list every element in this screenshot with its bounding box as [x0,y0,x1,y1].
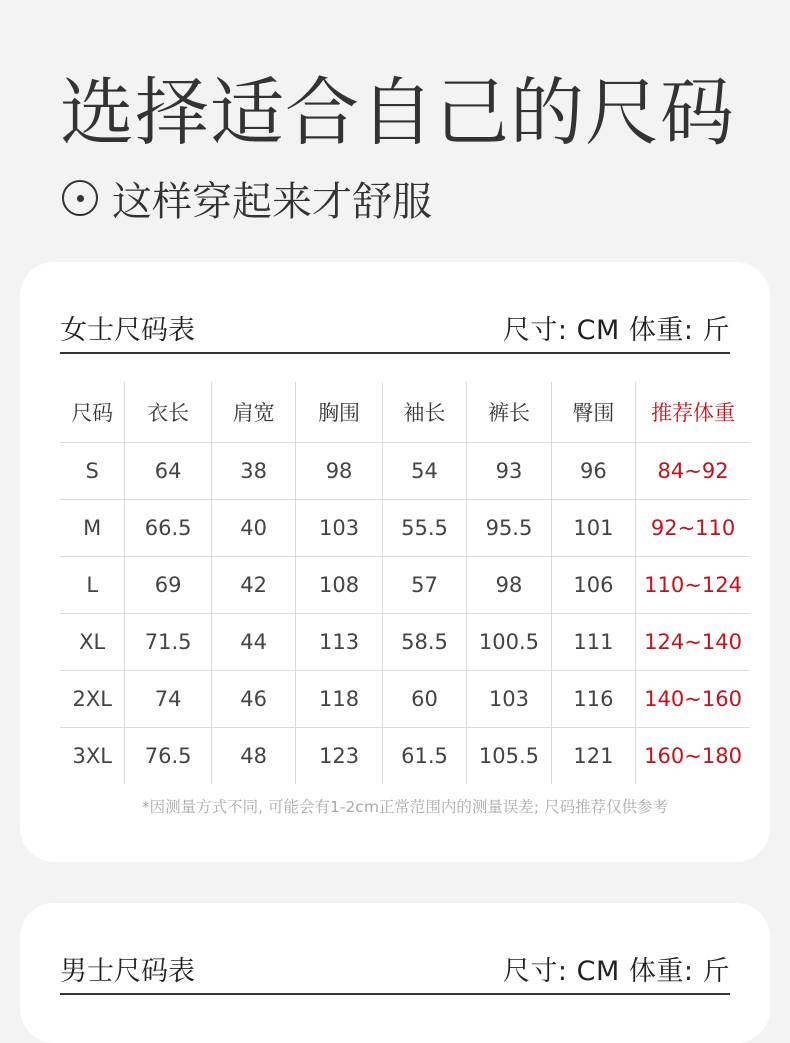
page-subtitle: 这样穿起来才舒服 [112,178,432,225]
table-cell: 44 [211,614,295,671]
men-size-chart-title: 男士尺码表 [60,955,195,987]
table-cell: 54 [382,443,466,500]
table-cell: 61.5 [382,728,466,785]
men-size-card [20,903,770,1043]
page-title: 选择适合自己的尺码 [60,70,735,156]
table-cell: 105.5 [467,728,551,785]
table-cell: 42 [211,557,295,614]
recommended-weight-cell: 84~92 [636,443,750,500]
recommended-weight-cell: 124~140 [636,614,750,671]
table-row [60,500,750,557]
table-cell: 3XL [60,728,125,785]
column-header: 胸围 [296,382,383,443]
table-cell: 76.5 [125,728,212,785]
table-cell: XL [60,614,125,671]
column-header: 裤长 [467,382,551,443]
table-cell: 96 [551,443,635,500]
column-header: 尺码 [71,401,114,425]
table-cell: 58.5 [382,614,466,671]
table-cell: 111 [551,614,635,671]
recommended-weight-cell: 160~180 [636,728,750,785]
table-cell: 106 [551,557,635,614]
column-header: 肩宽 [211,382,295,443]
subtitle-row [62,170,432,226]
table-cell: 2XL [60,671,125,728]
table-cell: 40 [211,500,295,557]
table-cell: 116 [551,671,635,728]
table-cell: 98 [296,443,383,500]
table-cell: 108 [296,557,383,614]
table-row [60,443,750,500]
table-cell: 103 [467,671,551,728]
men-size-card-header [60,943,730,995]
recommended-weight-cell: 92~110 [636,500,750,557]
table-cell: 113 [296,614,383,671]
table-cell: 101 [551,500,635,557]
table-cell: 118 [296,671,383,728]
table-cell: 98 [467,557,551,614]
men-size-chart-unit: 尺寸: CM 体重: 斤 [502,955,730,987]
table-cell: 74 [125,671,212,728]
table-cell: 71.5 [125,614,212,671]
table-cell: 46 [211,671,295,728]
table-cell: 48 [211,728,295,785]
table-cell: M [60,500,125,557]
table-cell: 121 [551,728,635,785]
women-size-card-header [60,302,730,354]
dot-circle-icon [62,180,98,216]
table-cell: L [60,557,125,614]
women-size-chart-unit: 尺寸: CM 体重: 斤 [502,314,730,346]
women-size-card [20,262,770,862]
table-cell: 57 [382,557,466,614]
table-cell: 93 [467,443,551,500]
women-size-chart-title: 女士尺码表 [60,314,195,346]
table-cell: 100.5 [467,614,551,671]
table-cell: S [60,443,125,500]
table-cell: 60 [382,671,466,728]
table-cell: 123 [296,728,383,785]
recommended-weight-cell: 110~124 [636,557,750,614]
column-header: 衣长 [125,382,212,443]
measurement-note: *因测量方式不同, 可能会有1-2cm正常范围内的测量误差; 尺码推荐仅供参考 [141,798,669,816]
table-row [60,671,750,728]
column-header: 臀围 [551,382,635,443]
table-cell: 64 [125,443,212,500]
women-size-table [60,382,750,784]
table-row [60,614,750,671]
table-cell: 55.5 [382,500,466,557]
column-header: 袖长 [382,382,466,443]
table-cell: 38 [211,443,295,500]
table-cell: 69 [125,557,212,614]
table-row [60,557,750,614]
table-cell: 66.5 [125,500,212,557]
table-header-row [60,382,750,443]
table-cell: 103 [296,500,383,557]
table-row [60,728,750,785]
column-header-recommended-weight: 推荐体重 [636,382,750,443]
recommended-weight-cell: 140~160 [636,671,750,728]
table-cell: 95.5 [467,500,551,557]
